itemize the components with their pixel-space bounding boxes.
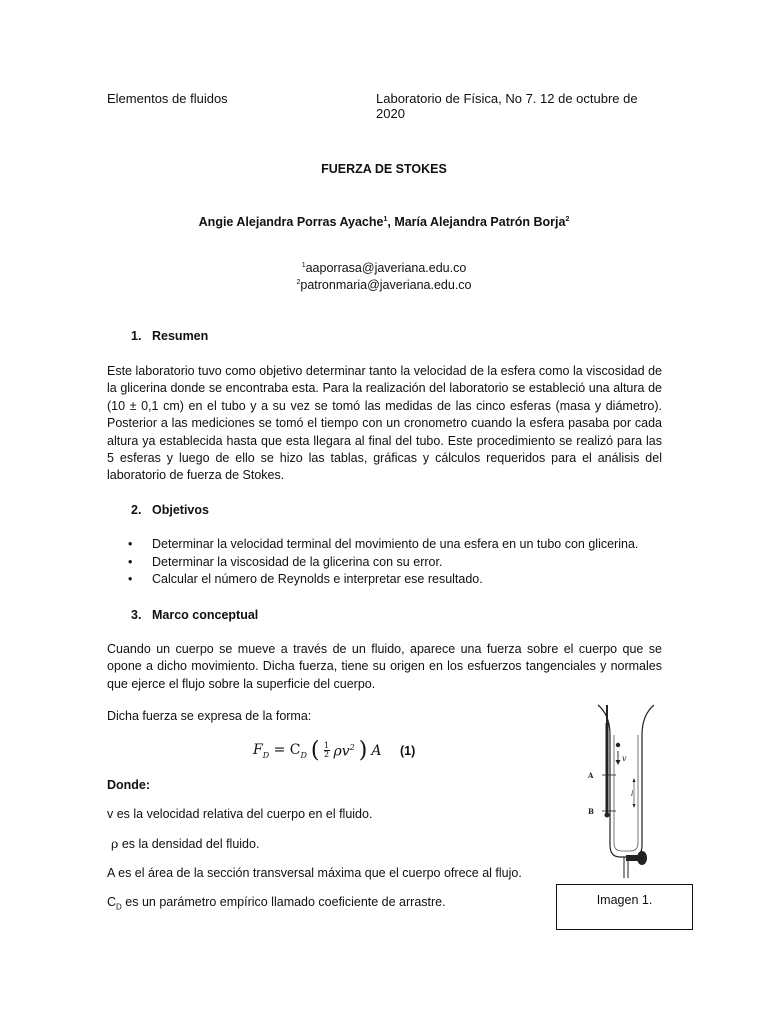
cd-text: es un parámetro empírico llamado coeficiente de arrastre.	[121, 895, 446, 909]
author-2: María Alejandra Patrón Borja	[394, 215, 566, 229]
fraction-numerator: 1	[323, 741, 330, 751]
drag-force-formula	[253, 737, 382, 763]
email-1	[0, 261, 768, 275]
marco-paragraph: Cuando un cuerpo se mueve a través de un fluido, aparece una fuerza sobre el cuerpo que se opone a dicho movimiento. Dicha fuerza, tiene su origen en los esfuerzos tangenciales y normales que ejerce el flujo sobre la superficie del cuerpo.	[107, 642, 662, 691]
formula-close-paren: )	[358, 737, 368, 763]
author-1: Angie Alejandra Porras Ayache	[198, 215, 384, 229]
formula-fraction	[324, 742, 330, 759]
figure-caption-box	[556, 884, 693, 930]
valve-handle	[637, 851, 647, 865]
stokes-tube-figure	[580, 695, 680, 880]
formula-open-paren: (	[310, 737, 320, 763]
list-item: • Determinar la viscosidad de la glicerina con su error.	[128, 554, 638, 572]
formula-c-sub: D	[300, 750, 307, 760]
email-2-address[interactable]: patronmaria@javeriana.edu.co	[300, 278, 472, 292]
section-label: Objetivos	[152, 503, 209, 517]
figure-caption: Imagen 1.	[596, 893, 653, 907]
thermometer-bulb	[605, 813, 610, 818]
header-left: Elementos de fluidos	[107, 91, 228, 106]
email-2-mark: 2	[296, 278, 301, 286]
formula-rho-v: ρv	[333, 743, 350, 760]
paper-title: FUERZA DE STOKES	[321, 162, 447, 176]
list-item: • Calcular el número de Reynolds e interpretar ese resultado.	[128, 571, 638, 589]
email-2	[0, 278, 768, 292]
section-label: Marco conceptual	[152, 608, 259, 622]
resumen-paragraph: Este laboratorio tuvo como objetivo determinar tanto la velocidad de la esfera como la viscosidad de la glicerina donde se encontraba esta. Para la realización del laboratorio se estableció una altura de (10 ± 0,1 cm) en el tubo y a su vez se tomó las medidas de las cinco esferas (masa y diámetro). Posterior a las mediciones se tomó el tiempo con un cronometro cuando la esfera pasaba por cada altura ya establecida hasta que esta llegara al final del tubo. Este procedimiento se realizó para las 5 esferas y luego de ello se hizo las tablas, gráficas y cálculos requeridos para el análisis del laboratorio de fuerza de Stokes.	[107, 364, 662, 483]
label-l: l	[631, 790, 634, 798]
cd-subscript: D	[116, 902, 122, 912]
formula-eq: = C	[269, 742, 301, 758]
email-1-address[interactable]: aaporrasa@javeriana.edu.co	[305, 261, 467, 275]
velocity-arrowhead	[616, 760, 621, 765]
definition-area: A es el área de la sección transversal máxima que el cuerpo ofrece al flujo.	[107, 866, 522, 880]
author-separator: ,	[387, 215, 395, 229]
fraction-denominator: 2	[323, 750, 330, 760]
label-b: B	[588, 807, 594, 816]
cd-symbol: C	[107, 895, 117, 909]
formula-square: 2	[349, 742, 355, 752]
donde-label: Donde:	[107, 778, 151, 792]
author-2-mark: 2	[565, 215, 570, 223]
length-arrowhead-up	[633, 778, 636, 782]
authors-line	[0, 215, 768, 229]
definition-rho	[107, 836, 259, 851]
equation-number: (1)	[400, 744, 416, 758]
section-label: Resumen	[152, 329, 209, 343]
definition-v: v es la velocidad relativa del cuerpo en el fluido.	[107, 807, 373, 821]
length-arrowhead-down	[633, 804, 636, 808]
section-number: 3.	[131, 608, 142, 622]
formula-area: A	[371, 742, 382, 759]
formula-intro: Dicha fuerza se expresa de la forma:	[107, 709, 312, 723]
section-number: 1.	[131, 329, 142, 343]
definition-cd	[107, 895, 446, 912]
label-a: A	[588, 771, 594, 780]
email-1-mark: 1	[301, 261, 306, 269]
label-v: v	[622, 754, 627, 763]
sphere	[616, 743, 620, 747]
rho-text: es la densidad del fluido.	[118, 837, 260, 851]
header-right: Laboratorio de Física, No 7. 12 de octubre de 2020	[376, 91, 638, 121]
author-1-mark: 1	[383, 215, 388, 223]
formula-lhs-sub: D	[262, 750, 270, 760]
list-item: • Determinar la velocidad terminal del movimiento de una esfera en un tubo con glicerina.	[128, 536, 638, 554]
formula-lhs: F	[253, 742, 263, 758]
objetivos-list	[128, 536, 638, 589]
section-number: 2.	[131, 503, 142, 517]
rho-symbol: ρ	[111, 836, 119, 851]
